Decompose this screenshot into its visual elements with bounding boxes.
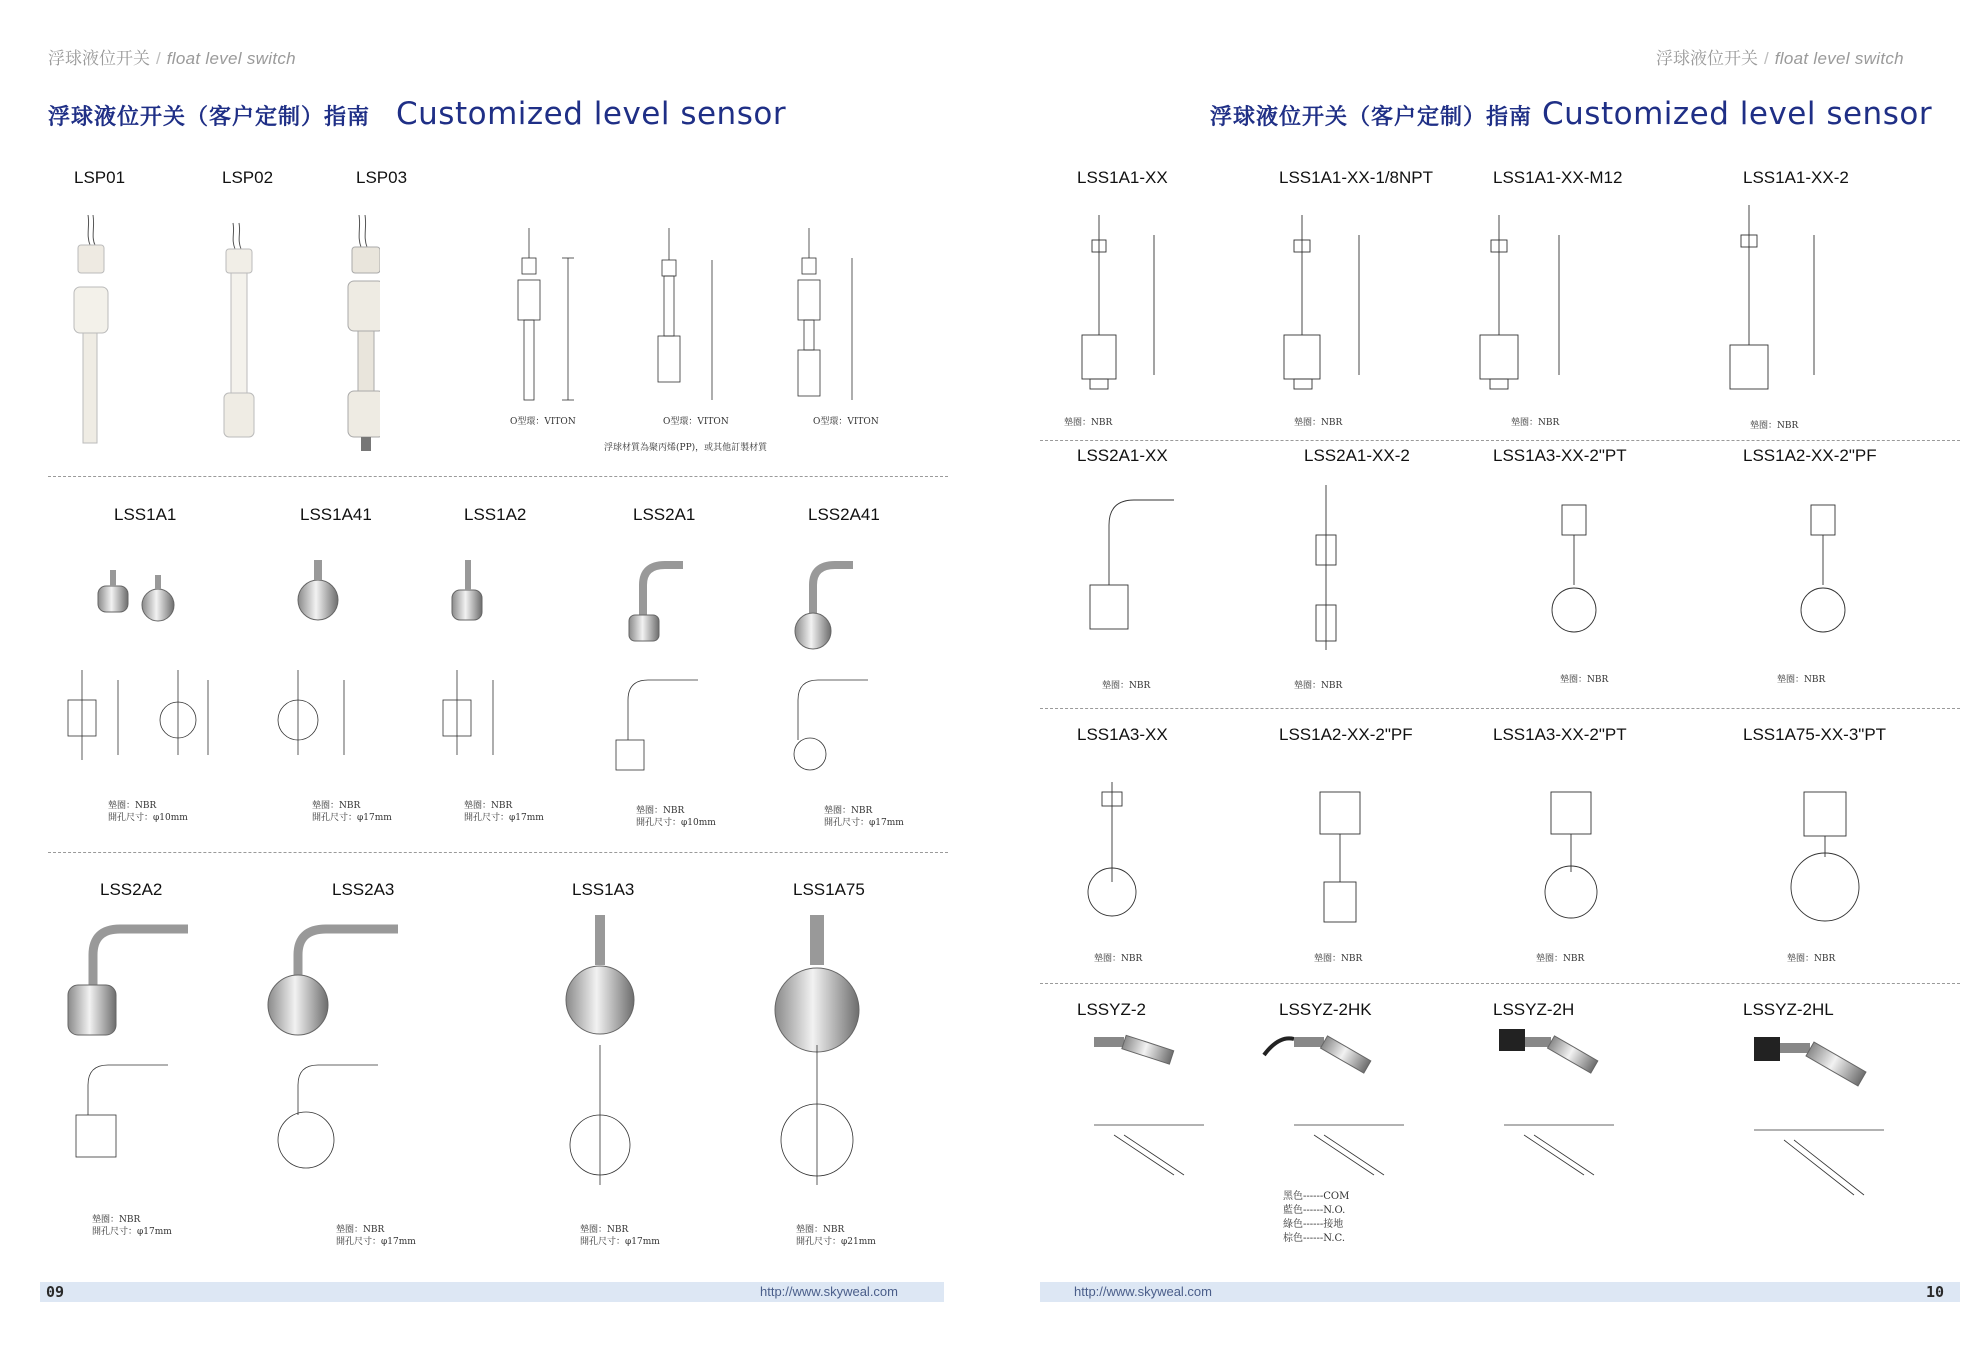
row2-products — [48, 540, 948, 830]
row3-product-drawings — [48, 915, 948, 1245]
gasket-r2-3: 墊圈：NBR — [1560, 675, 1609, 685]
gasket-r2-2: 墊圈：NBR — [1294, 681, 1343, 691]
product-label-lss1a75: LSS1A75 — [793, 880, 865, 899]
lsp-photos — [60, 215, 380, 455]
page-title-en: Customized level sensor — [396, 96, 787, 132]
product-label-lss2a1-xx: LSS2A1-XX — [1077, 446, 1168, 465]
gasket-r3-3: 墊圈：NBR — [1536, 954, 1585, 964]
gasket-r3-4: 墊圈：NBR — [1787, 954, 1836, 964]
lsp-drawings — [488, 218, 918, 433]
row2-product-drawings — [48, 540, 948, 830]
product-label-lss2a2: LSS2A2 — [100, 880, 163, 899]
gasket-lss2a3: 墊圈：NBR — [336, 1225, 385, 1235]
right-row3-drawings — [1054, 752, 1974, 962]
hole-lss1a3: 開孔尺寸：φ17mm — [580, 1237, 660, 1247]
gasket-lss1a3: 墊圈：NBR — [580, 1225, 629, 1235]
gasket-r1-4: 墊圈：NBR — [1750, 421, 1799, 431]
gasket-r2-1: 墊圈：NBR — [1102, 681, 1151, 691]
page-title-zh: 浮球液位开关（客户定制）指南 — [48, 105, 371, 130]
gasket-r1-3: 墊圈：NBR — [1511, 418, 1560, 428]
hole-lss2a3: 開孔尺寸：φ17mm — [336, 1237, 416, 1247]
product-label-lss1a1-xx-npt: LSS1A1-XX-1/8NPT — [1279, 168, 1434, 187]
page-title — [48, 96, 786, 132]
page-title — [1210, 96, 1932, 132]
product-label-lss2a3: LSS2A3 — [332, 880, 395, 899]
row-divider — [48, 476, 948, 477]
right-row1-dimension-drawings — [1054, 195, 1974, 425]
product-label-lss1a1-xx-m12: LSS1A1-XX-M12 — [1493, 168, 1623, 187]
breadcrumb-en: float level switch — [166, 49, 296, 68]
gasket-r2-4: 墊圈：NBR — [1777, 675, 1826, 685]
hole-lss2a2: 開孔尺寸：φ17mm — [92, 1227, 172, 1237]
product-label-lss1a2-xx-2pf: LSS1A2-XX-2"PF — [1743, 446, 1877, 465]
wire-color-legend — [1283, 1190, 1349, 1246]
hole-lss1a75: 開孔尺寸：φ21mm — [796, 1237, 876, 1247]
footer-url[interactable]: http://www.skyweal.com — [1074, 1284, 1212, 1299]
wire-ground: 綠色------接地 — [1283, 1219, 1344, 1230]
right-row1-drawings — [1054, 195, 1974, 425]
hole-lss1a2: 開孔尺寸：φ17mm — [464, 813, 544, 823]
product-label-lss1a3-xx-2pt: LSS1A3-XX-2"PT — [1493, 446, 1627, 465]
gasket-r1-2: 墊圈：NBR — [1294, 418, 1343, 428]
gasket-r3-2: 墊圈：NBR — [1314, 954, 1363, 964]
right-page — [1024, 0, 1984, 1346]
breadcrumb-zh: 浮球液位开关 — [1656, 49, 1758, 68]
row-divider — [48, 852, 948, 853]
row-divider — [1040, 440, 1960, 441]
product-label-lss1a41: LSS1A41 — [300, 505, 372, 524]
lsp-dimension-drawings — [488, 218, 918, 433]
right-row3-dimension-drawings — [1054, 752, 1974, 962]
right-row4-product-drawings — [1054, 1025, 1974, 1235]
gasket-lss1a75: 墊圈：NBR — [796, 1225, 845, 1235]
page-number: 09 — [46, 1283, 65, 1301]
product-label-lssyz-2hl: LSSYZ-2HL — [1743, 1000, 1834, 1019]
hole-lss1a1: 開孔尺寸：φ10mm — [108, 813, 188, 823]
breadcrumb-en: float level switch — [1774, 49, 1904, 68]
oring-note-2: O型環：VITON — [663, 417, 729, 427]
right-row4-products — [1054, 1025, 1974, 1235]
product-label-lssyz-2hk: LSSYZ-2HK — [1279, 1000, 1372, 1019]
product-label-lss1a1-xx-2: LSS1A1-XX-2 — [1743, 168, 1849, 187]
oring-note-3: O型環：VITON — [813, 417, 879, 427]
hole-lss1a41: 開孔尺寸：φ17mm — [312, 813, 392, 823]
product-label-lsp03: LSP03 — [356, 168, 408, 187]
gasket-r1-1: 墊圈：NBR — [1064, 418, 1113, 428]
product-label-lss1a3: LSS1A3 — [572, 880, 635, 899]
right-row2-dimension-drawings — [1054, 475, 1974, 685]
product-label-lsp02: LSP02 — [222, 168, 274, 187]
product-label-lss1a2-xx-2pf-b: LSS1A2-XX-2"PF — [1279, 725, 1413, 744]
product-label-lss1a75-xx-3pt: LSS1A75-XX-3"PT — [1743, 725, 1887, 744]
gasket-lss2a2: 墊圈：NBR — [92, 1215, 141, 1225]
row3-products — [48, 915, 948, 1245]
lsp-photo-drawing — [60, 215, 380, 455]
page-title-zh: 浮球液位开关（客户定制）指南 — [1210, 105, 1533, 130]
product-label-lssyz-2: LSSYZ-2 — [1077, 1000, 1146, 1019]
product-label-lss2a1: LSS2A1 — [633, 505, 696, 524]
product-label-lsp01: LSP01 — [74, 168, 126, 187]
page-number: 10 — [1926, 1283, 1945, 1301]
row-divider — [1040, 708, 1960, 709]
oring-note-1: O型環：VITON — [510, 417, 576, 427]
breadcrumb: 浮球液位开关 / float level switch — [1656, 49, 1904, 68]
hole-lss2a41: 開孔尺寸：φ17mm — [824, 818, 904, 828]
product-label-lss1a3-xx-2pt-b: LSS1A3-XX-2"PT — [1493, 725, 1627, 744]
gasket-lss2a1: 墊圈：NBR — [636, 806, 685, 816]
product-label-lss2a41: LSS2A41 — [808, 505, 880, 524]
product-label-lss1a2: LSS1A2 — [464, 505, 527, 524]
right-row2-drawings — [1054, 475, 1974, 685]
left-page — [0, 0, 960, 1346]
product-label-lss2a1-xx-2: LSS2A1-XX-2 — [1304, 446, 1410, 465]
page-title-en: Customized level sensor — [1542, 96, 1933, 132]
product-label-lss1a1: LSS1A1 — [114, 505, 177, 524]
gasket-lss1a1: 墊圈：NBR — [108, 801, 157, 811]
wire-no: 藍色------N.O. — [1283, 1205, 1346, 1216]
gasket-lss2a41: 墊圈：NBR — [824, 806, 873, 816]
material-note: 浮球材質為聚丙烯(PP)，或其他訂製材質 — [604, 443, 768, 453]
gasket-r3-1: 墊圈：NBR — [1094, 954, 1143, 964]
hole-lss2a1: 開孔尺寸：φ10mm — [636, 818, 716, 828]
row-divider — [1040, 983, 1960, 984]
footer-url[interactable]: http://www.skyweal.com — [760, 1284, 898, 1299]
gasket-lss1a41: 墊圈：NBR — [312, 801, 361, 811]
gasket-lss1a2: 墊圈：NBR — [464, 801, 513, 811]
product-label-lss1a1-xx: LSS1A1-XX — [1077, 168, 1168, 187]
product-label-lss1a3-xx: LSS1A3-XX — [1077, 725, 1168, 744]
breadcrumb: 浮球液位开关 / float level switch — [48, 49, 296, 68]
wire-com: 黑色------COM — [1283, 1191, 1350, 1202]
breadcrumb-zh: 浮球液位开关 — [48, 49, 150, 68]
product-label-lssyz-2h: LSSYZ-2H — [1493, 1000, 1575, 1019]
wire-nc: 棕色------N.C. — [1283, 1233, 1346, 1244]
